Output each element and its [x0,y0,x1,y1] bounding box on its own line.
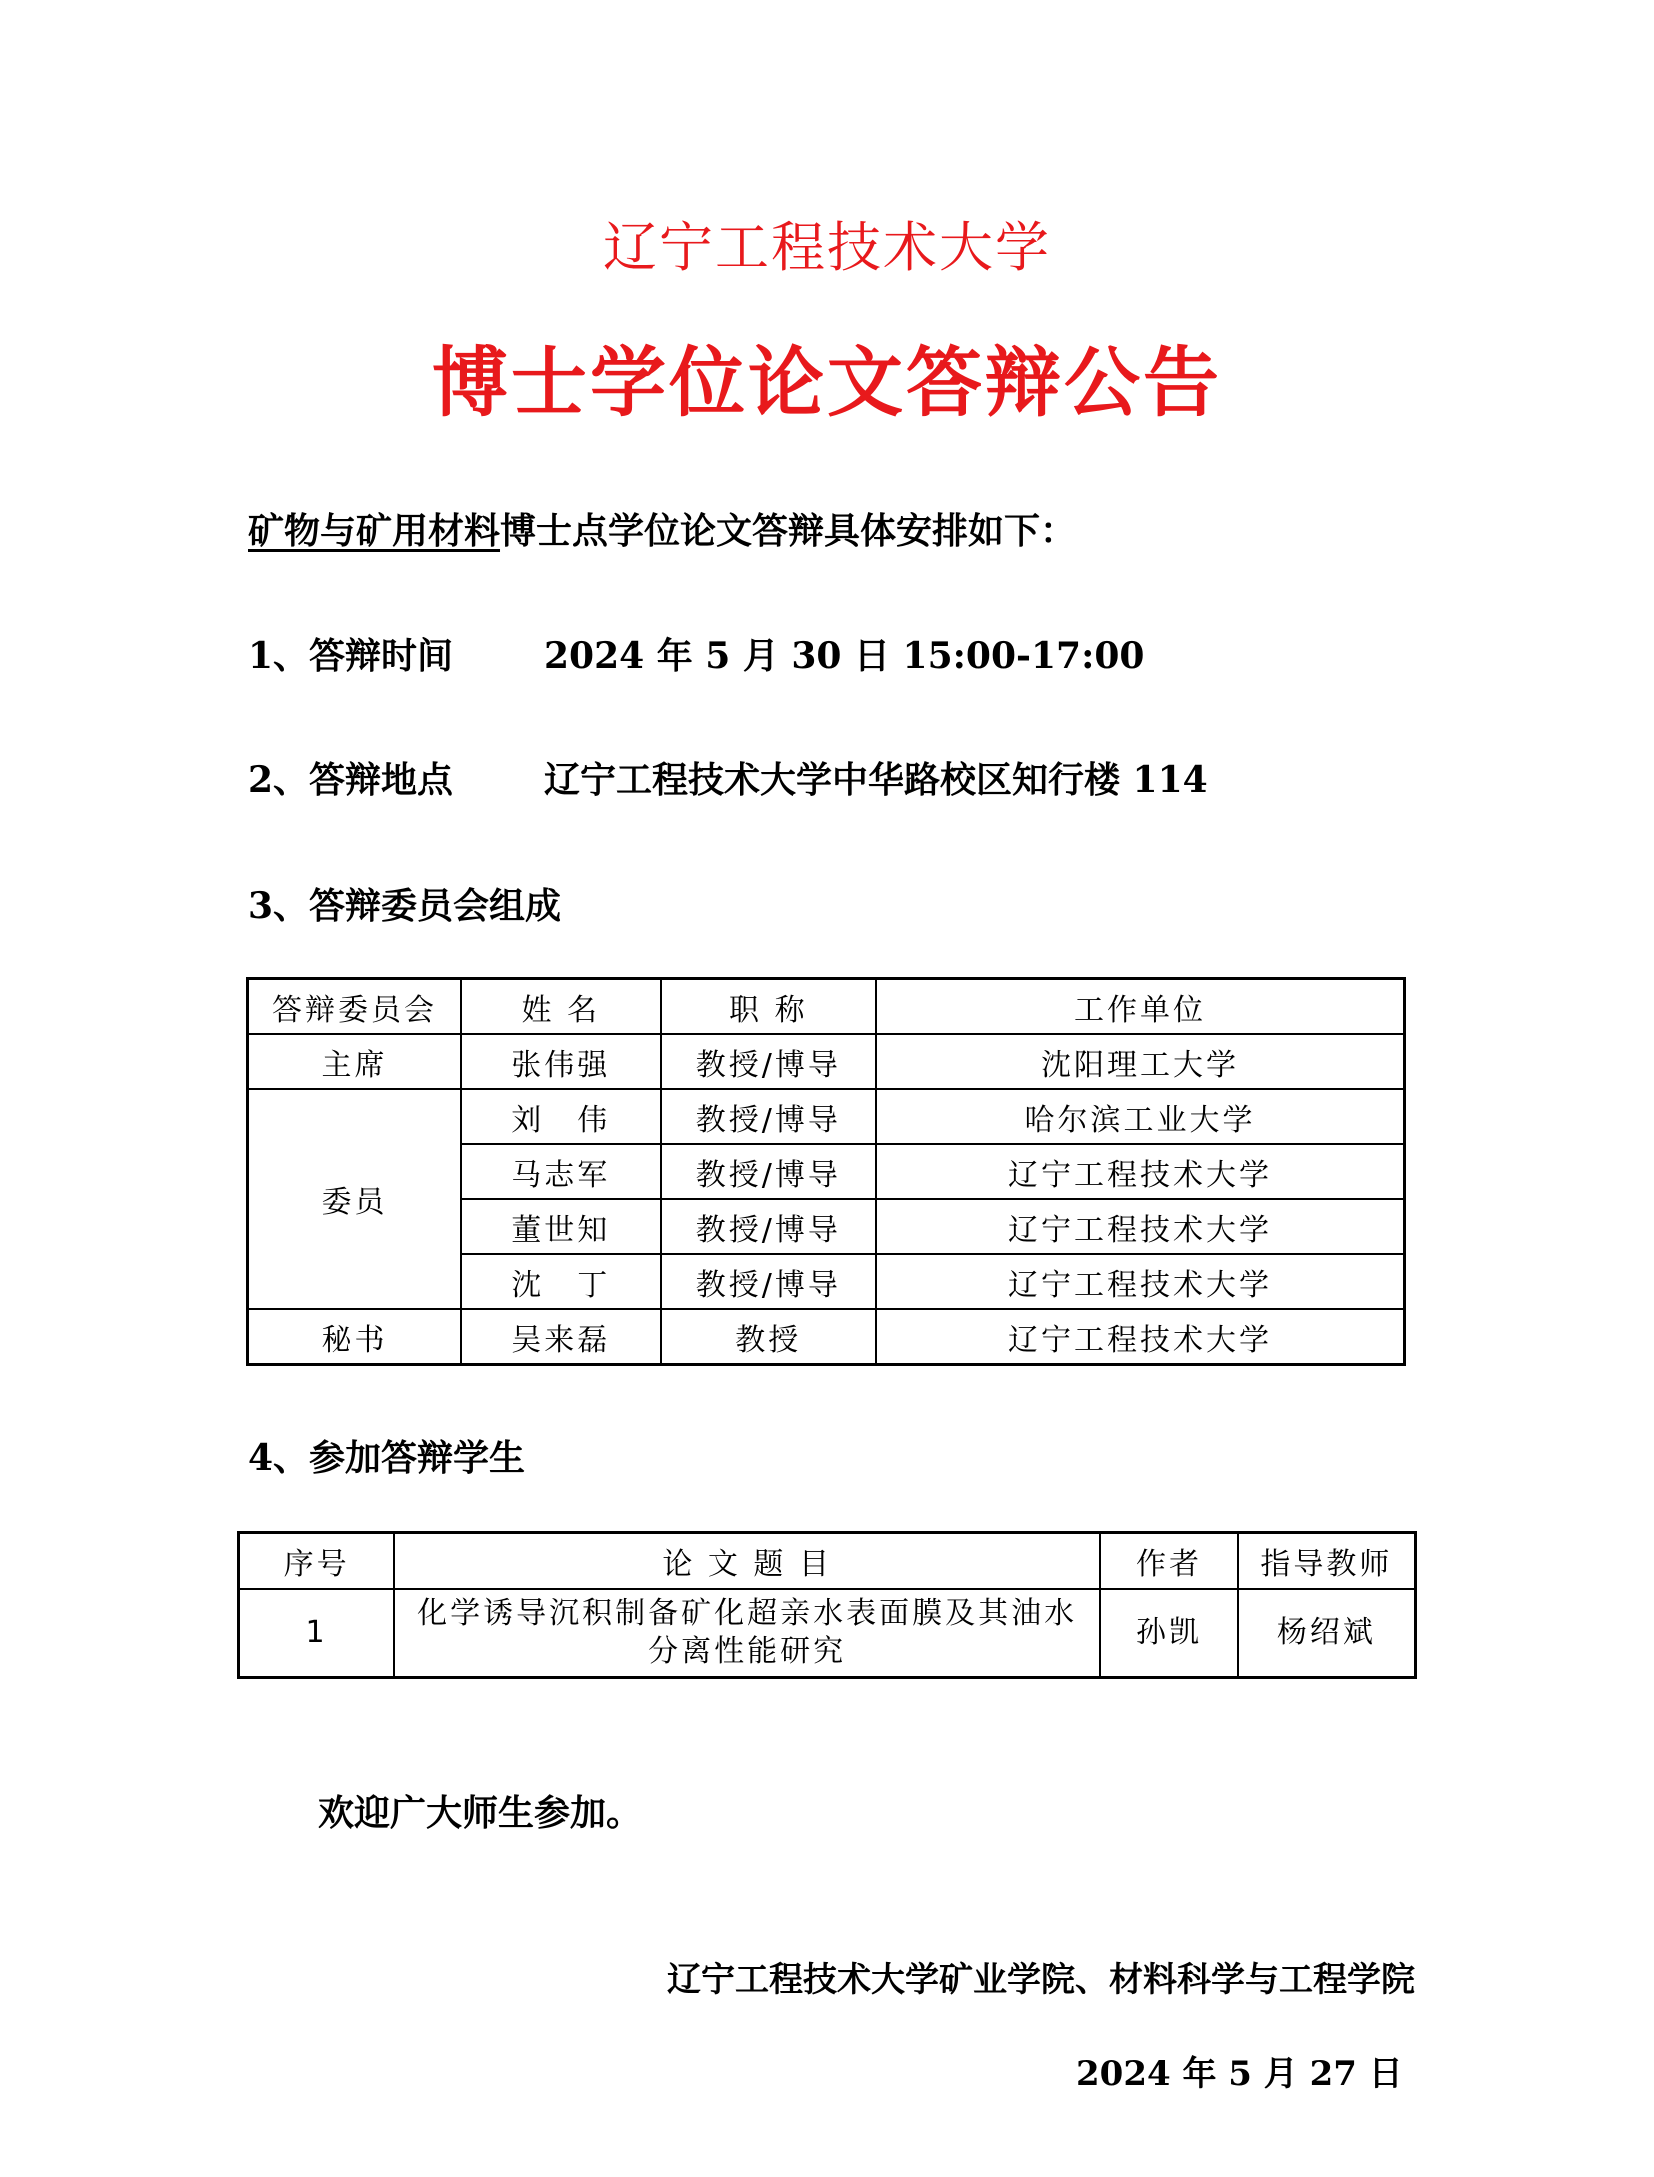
header-cell: 指导教师 [1238,1533,1416,1590]
title-cell: 教授/博导 [661,1144,876,1199]
header-cell: 作者 [1100,1533,1238,1590]
number-cell: 1 [239,1589,395,1678]
unit-cell: 辽宁工程技术大学 [876,1254,1404,1309]
header-cell: 论 文 题 目 [394,1533,1100,1590]
defense-time-value: 2024 年 5 月 30 日 15:00-17:00 [544,635,1145,677]
name-cell: 吴来磊 [461,1309,661,1365]
issue-date: 2024 年 5 月 27 日 [1076,2054,1403,2094]
table-header-row [248,979,1405,1035]
title-cell: 教授/博导 [661,1254,876,1309]
header-cell: 职 称 [661,979,876,1035]
role-cell: 委员 [248,1089,461,1309]
name-cell: 张伟强 [461,1034,661,1089]
title-cell: 教授/博导 [661,1034,876,1089]
role-cell: 秘书 [248,1309,461,1365]
advisor-cell: 杨绍斌 [1238,1589,1416,1678]
defense-location-label: 2、答辩地点 [248,759,454,801]
signature: 辽宁工程技术大学矿业学院、材料科学与工程学院 [667,1960,1415,2000]
intro-text: 博士点学位论文答辩具体安排如下： [500,510,1077,552]
header-cell: 答辩委员会 [248,979,461,1035]
name-cell: 刘 伟 [461,1089,661,1144]
table-row [248,1309,1405,1365]
author-cell: 孙凯 [1100,1589,1238,1678]
name-cell: 马志军 [461,1144,661,1199]
table-row [239,1589,1416,1678]
unit-cell: 辽宁工程技术大学 [876,1199,1404,1254]
committee-table [246,977,1406,1366]
notice-title: 博士学位论文答辩公告 [432,338,1222,427]
topic-cell: 化学诱导沉积制备矿化超亲水表面膜及其油水分离性能研究 [394,1589,1100,1678]
title-cell: 教授/博导 [661,1089,876,1144]
students-table [237,1531,1417,1679]
unit-cell: 哈尔滨工业大学 [876,1089,1404,1144]
header-cell: 姓 名 [461,979,661,1035]
name-cell: 沈 丁 [461,1254,661,1309]
defense-time [248,628,1144,679]
school-title: 辽宁工程技术大学 [603,216,1051,279]
title-cell: 教授 [661,1309,876,1365]
role-cell: 主席 [248,1034,461,1089]
unit-cell: 辽宁工程技术大学 [876,1309,1404,1365]
title-cell: 教授/博导 [661,1199,876,1254]
defense-location-value: 辽宁工程技术大学中华路校区知行楼 114 [544,759,1208,801]
table-header-row [239,1533,1416,1590]
defense-time-label: 1、答辩时间 [248,635,454,677]
welcome-text: 欢迎广大师生参加。 [318,1792,643,1834]
unit-cell: 辽宁工程技术大学 [876,1144,1404,1199]
table-row [248,1034,1405,1089]
header-cell: 序号 [239,1533,395,1590]
table-row [248,1089,1405,1144]
unit-cell: 沈阳理工大学 [876,1034,1404,1089]
defense-location [248,752,1208,803]
name-cell: 董世知 [461,1199,661,1254]
program-name: 矿物与矿用材料 [248,510,501,552]
header-cell: 工作单位 [876,979,1404,1035]
intro-line [248,503,1076,554]
committee-heading: 3、答辩委员会组成 [248,885,562,927]
students-heading: 4、参加答辩学生 [248,1437,526,1479]
